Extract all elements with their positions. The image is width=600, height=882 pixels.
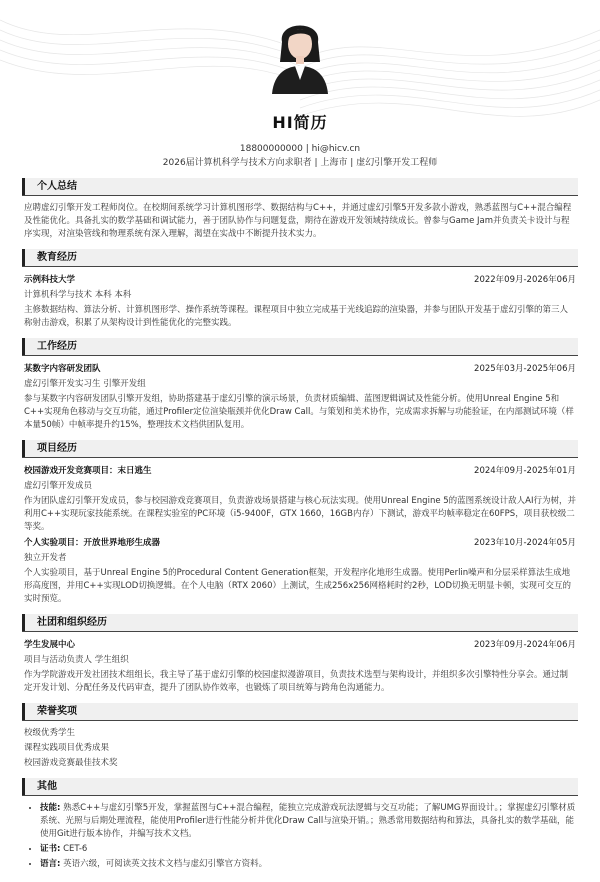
work-description: 参与某数字内容研发团队引擎开发组，协助搭建基于虚幻引擎的演示场景，负责材质编辑、蓝图逻辑调试及性能分析。使用Unreal Engine 5和C++实现角色移动与交互功能，通过Profiler定位渲染瓶颈并优化Draw Call。与策划和美术协作，完成需求拆解与功能验证，在内部测试环境（样本量50帧）中帧率提升约15%，整理技术文档供团队复用。 — [24, 394, 574, 430]
organization-description: 作为学院游戏开发社团技术组组长，我主导了基于虚幻引擎的校园虚拟漫游项目，负责技术选型与架构设计，并组织多次引擎特性分享会。通过制定开发计划、分配任务及代码审查，提升了团队协作效率，也锻炼了项目统筹与跨角色沟通能力。 — [24, 670, 569, 693]
project-name: 校园游戏开发竞赛项目：末日逃生 — [24, 466, 152, 476]
projects-section — [22, 440, 578, 606]
organization-name: 学生发展中心 — [24, 640, 76, 650]
project-description: 作为团队虚幻引擎开发成员，参与校园游戏竞赛项目，负责游戏场景搭建与核心玩法实现。使用Unreal Engine 5的蓝图系统设计敌人AI行为树，并利用C++实现玩家技能系统。在课程实验室的PC环境（i5-9400F，GTX 1660，16GB内存）下测试，游戏平均帧率稳定在60FPS，项目获校级二等奖。 — [24, 496, 576, 532]
section-title-other: 其他 — [22, 778, 578, 796]
project-date: 2023年10月-2024年05月 — [474, 538, 576, 548]
section-title-work: 工作经历 — [22, 338, 578, 356]
education-section — [22, 249, 578, 330]
other-section — [22, 778, 578, 871]
summary-section — [22, 178, 578, 241]
other-item-skills — [40, 802, 576, 841]
section-title-summary: 个人总结 — [22, 178, 578, 196]
education-school: 示例科技大学 — [24, 275, 76, 285]
resume-name: HI简历 — [272, 113, 328, 132]
award-item: 校园游戏竞赛最佳技术奖 — [24, 758, 118, 768]
education-major: 计算机科学与技术 本科 本科 — [24, 290, 132, 300]
photo-area — [22, 0, 578, 94]
education-description: 主修数据结构、算法分析、计算机图形学、操作系统等课程。课程项目中独立完成基于光线追踪的渲染器，并参与团队开发基于虚幻引擎的第三人称射击游戏，积累了从架构设计到性能优化的完整实践。 — [24, 305, 569, 328]
profile-photo — [268, 10, 332, 94]
summary-text: 应聘虚幻引擎开发工程师岗位。在校期间系统学习计算机图形学、数据结构与C++，并通过虚幻引擎5开发多款小游戏，熟悉蓝图与C++混合编程及性能优化。具备扎实的数学基础和调试能力，善于团队协作与问题复盘，期待在游戏开发领域持续成长。曾参与Game Jam并负责关卡设计与程序实现，对渲染管线和物理系统有深入理解，渴望在实战中不断提升技术实力。 — [24, 203, 572, 239]
project-description: 个人实验项目，基于Unreal Engine 5的Procedural Content Generation框架，开发程序化地形生成器。使用Perlin噪声和分层采样算法生成地形高度图，并用C++实现LOD切换逻辑。在个人电脑（RTX 2060）上测试，生成256x256网格耗时约2秒，LOD切换无明显卡顿，实现可交互的实时预览。 — [24, 568, 572, 604]
other-item-label: 证书: — [40, 844, 61, 854]
other-item-label: 语言: — [40, 859, 61, 869]
organization-role: 项目与活动负责人 学生组织 — [24, 655, 129, 665]
social-section — [22, 614, 578, 695]
other-list — [24, 802, 576, 871]
other-item-certificate — [40, 843, 576, 856]
award-item: 校级优秀学生 — [24, 728, 76, 738]
section-title-education: 教育经历 — [22, 249, 578, 267]
work-section — [22, 338, 578, 432]
section-title-awards: 荣誉奖项 — [22, 703, 578, 721]
section-title-projects: 项目经历 — [22, 440, 578, 458]
other-item-text: CET-6 — [63, 844, 88, 854]
other-item-text: 熟悉C++与虚幻引擎5开发，掌握蓝图与C++混合编程，能独立完成游戏玩法逻辑与交互功能；了解UMG界面设计。；掌握虚幻引擎材质系统、光照与后期处理流程，能使用Profiler进行性能分析并优化Draw Call与渲染开销。；熟悉常用数据结构和算法，具备扎实的数学基础，能使用Git进行版本协作，并编写技术文档。 — [40, 803, 576, 839]
project-name: 个人实验项目：开放世界地形生成器 — [24, 538, 161, 548]
awards-section — [22, 703, 578, 770]
organization-date: 2023年09月-2024年06月 — [474, 640, 576, 650]
project-role: 虚幻引擎开发成员 — [24, 481, 93, 491]
work-date: 2025年03月-2025年06月 — [474, 364, 576, 374]
contact-line: 18800000000 | hi@hicv.cn — [239, 144, 361, 154]
award-item: 课程实践项目优秀成果 — [24, 743, 110, 753]
other-item-text: 英语六级，可阅读英文技术文档与虚幻引擎官方资料。 — [63, 859, 268, 869]
job-intent-line: 2026届计算机科学与技术方向求职者 | 上海市 | 虚幻引擎开发工程师 — [162, 158, 438, 168]
other-item-language — [40, 858, 576, 871]
project-role: 独立开发者 — [24, 553, 67, 563]
project-date: 2024年09月-2025年01月 — [474, 466, 576, 476]
work-role: 虚幻引擎开发实习生 引擎开发组 — [24, 379, 146, 389]
other-item-label: 技能: — [40, 803, 61, 813]
education-date: 2022年09月-2026年06月 — [474, 275, 576, 285]
work-company: 某数字内容研发团队 — [24, 364, 101, 374]
section-title-social: 社团和组织经历 — [22, 614, 578, 632]
